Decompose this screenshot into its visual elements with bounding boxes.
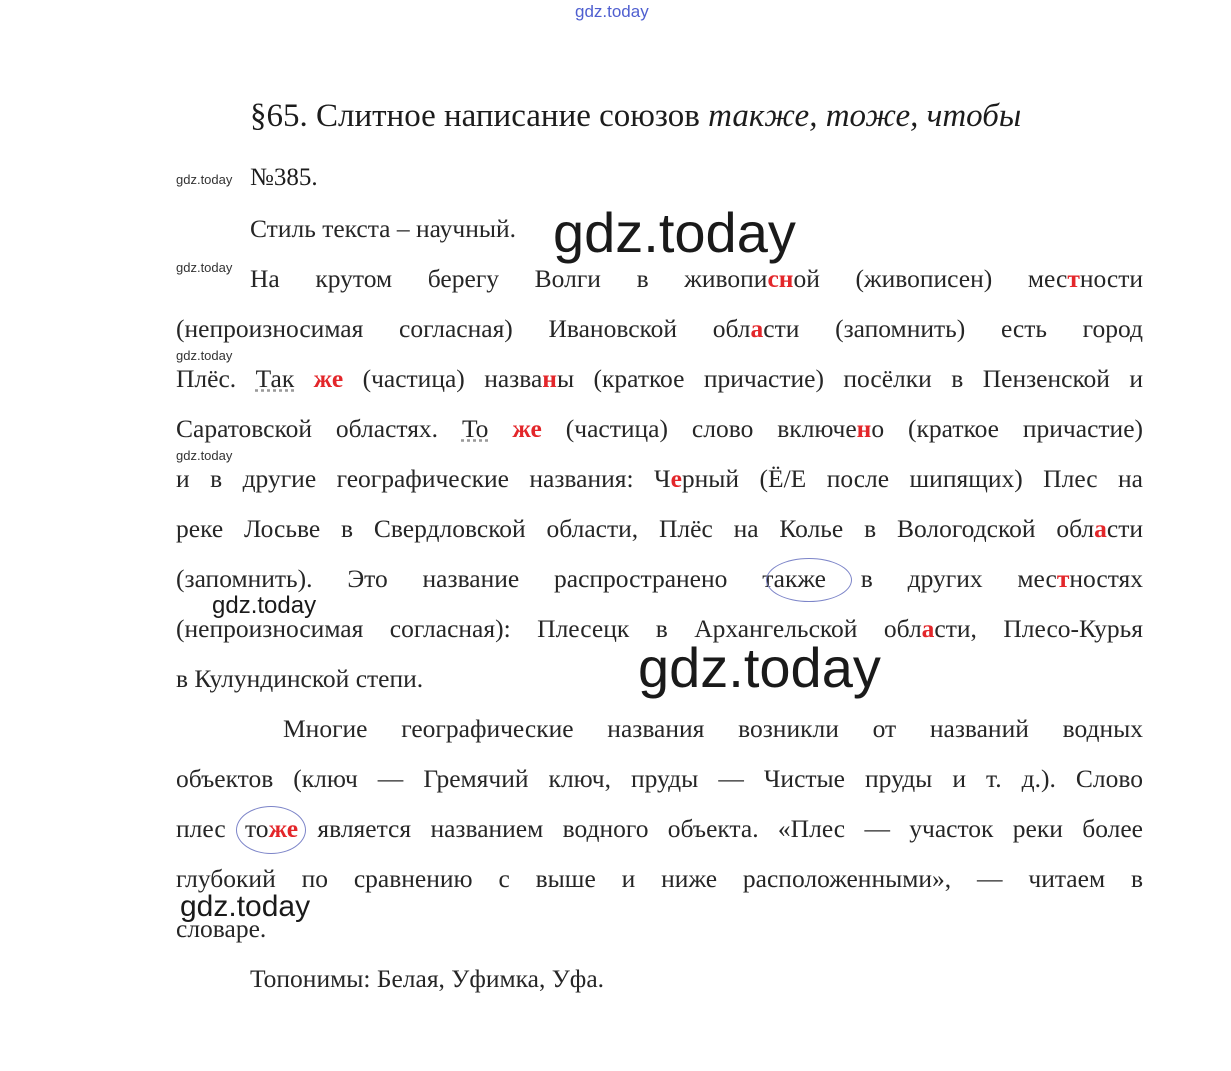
section-heading <box>250 98 1021 135</box>
paragraph-line: На крутом берегу Волги в живописной (живописен) местности <box>250 264 1143 293</box>
watermark-small: gdz.today <box>176 260 233 275</box>
paragraph-line: объектов (ключ — Гремячий ключ, пруды — Чистые пруды и т. д.). Слово <box>176 764 1143 793</box>
text-style-line: Стиль текста – научный. <box>250 214 517 243</box>
paragraph-line: в Кулундинской степи. <box>176 664 424 693</box>
watermark-big: gdz.today <box>553 201 796 264</box>
highlight-letter: т <box>1067 264 1080 293</box>
underlined-word: То <box>461 414 489 443</box>
underlined-word: Так <box>255 364 295 393</box>
highlight-letter: а <box>750 314 764 343</box>
highlight-letters: же <box>268 814 299 843</box>
paragraph-line: (запомнить). Это название распространено также в других местностях <box>176 564 1143 593</box>
watermark-mid: gdz.today <box>212 592 317 619</box>
highlight-letters: сн <box>767 264 794 293</box>
paragraph-line: глубокий по сравнению с выше и ниже расположенными», — читаем в <box>176 864 1143 893</box>
paragraph-line: реке Лосьве в Свердловской области, Плёс на Колье в Вологодской области <box>176 514 1143 543</box>
highlight-particle: же <box>313 364 344 393</box>
paragraph-line: и в другие географические названия: Черный (Ё/Е после шипящих) Плес на <box>176 464 1143 493</box>
highlight-letter: а <box>921 614 935 643</box>
highlight-letter: т <box>1056 564 1070 593</box>
paragraph-line: (непроизносимая согласная) Ивановской области (запомнить) есть город <box>176 314 1143 343</box>
highlight-particle: же <box>512 414 542 443</box>
highlight-letter: е <box>670 464 682 493</box>
exercise-number: №385. <box>250 164 318 191</box>
watermark-small: gdz.today <box>176 448 233 463</box>
heading-italic: также, тоже, чтобы <box>708 98 1022 134</box>
toponyms-line: Топонимы: Белая, Уфимка, Уфа. <box>250 964 605 993</box>
highlight-letter: н <box>542 364 557 393</box>
watermark-small: gdz.today <box>176 348 233 363</box>
watermark-small: gdz.today <box>176 172 233 187</box>
paragraph-line: Плёс. Так же (частица) названы (краткое причастие) посёлки в Пензенской и <box>176 364 1143 393</box>
paragraph-line: Саратовской областях. То же (частица) слово включено (краткое причастие) <box>176 414 1143 443</box>
paragraph-line: плес тоже является названием водного объекта. «Плес — участок реки более <box>176 814 1143 843</box>
highlight-letter: а <box>1094 514 1107 543</box>
paragraph-line: Многие географические названия возникли от названий водных <box>283 714 1143 743</box>
heading-prefix: §65. Слитное написание союзов <box>250 98 709 134</box>
circled-word-tozhe <box>236 806 306 854</box>
circled-word-takzhe <box>766 558 852 602</box>
watermark-big: gdz.today <box>638 636 881 699</box>
watermark-mid: gdz.today <box>180 890 311 923</box>
highlight-letter: н <box>856 414 872 443</box>
watermark-top: gdz.today <box>575 2 649 21</box>
paragraph-line: словаре. <box>176 914 267 943</box>
paragraph-line: (непроизносимая согласная): Плесецк в Архангельской области, Плесо-Курья <box>176 614 1143 643</box>
